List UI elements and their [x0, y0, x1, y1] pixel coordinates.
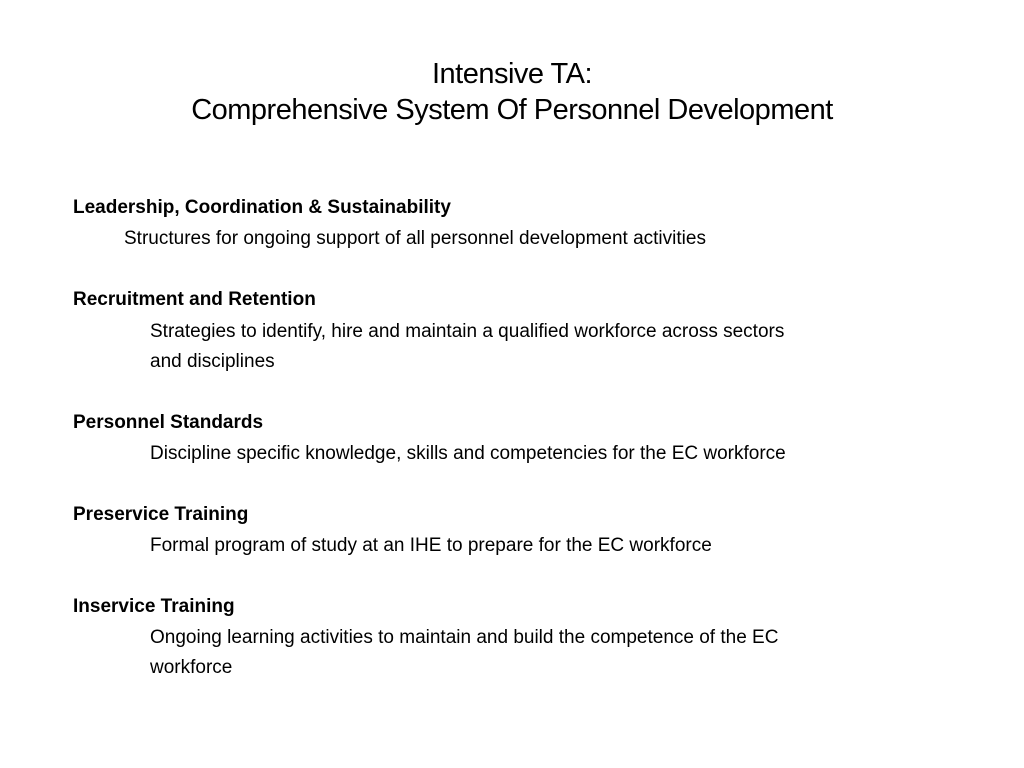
section-heading-preservice: Preservice Training: [73, 504, 249, 525]
section-text-inservice-1: Ongoing learning activities to maintain and build the competence of the EC: [150, 627, 779, 648]
title-line-2: Comprehensive System Of Personnel Development: [191, 94, 833, 126]
section-heading-inservice: Inservice Training: [73, 596, 235, 617]
section-heading-standards: Personnel Standards: [73, 412, 264, 433]
section-text-preservice-1: Formal program of study at an IHE to prepare for the EC workforce: [150, 535, 712, 556]
section-heading-recruitment: Recruitment and Retention: [73, 289, 316, 310]
section-text-standards-1: Discipline specific knowledge, skills and competencies for the EC workforce: [150, 443, 786, 464]
section-text-recruitment-2: and disciplines: [150, 351, 275, 372]
section-heading-leadership: Leadership, Coordination & Sustainability: [73, 197, 451, 218]
section-text-recruitment-1: Strategies to identify, hire and maintain a qualified workforce across sectors: [150, 321, 785, 342]
slide-title: [0, 56, 1024, 128]
section-text-inservice-2: workforce: [150, 657, 233, 678]
section-text-leadership-1: Structures for ongoing support of all personnel development activities: [124, 228, 706, 249]
title-line-1: Intensive TA:: [431, 58, 593, 90]
